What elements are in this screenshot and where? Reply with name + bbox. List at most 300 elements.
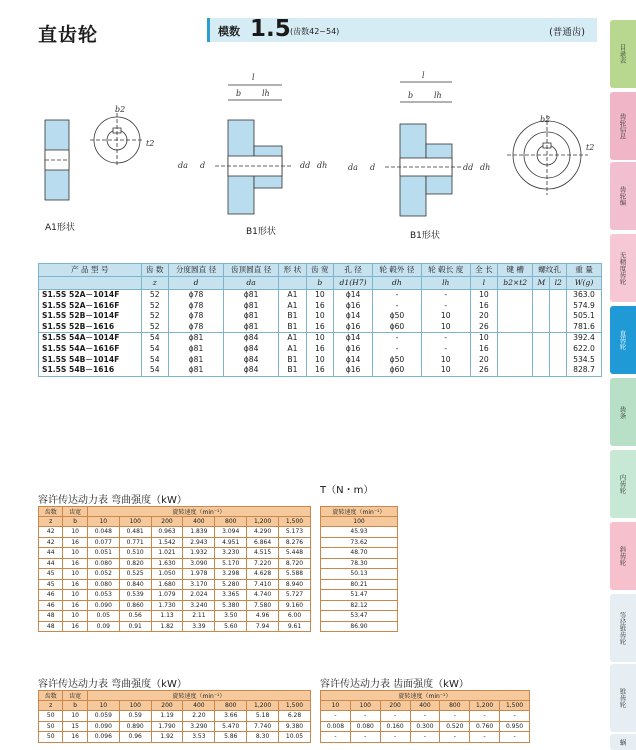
- spec-row: [39, 344, 602, 355]
- pt-cell: 1.680: [151, 579, 183, 590]
- pt-cell: 0.771: [119, 537, 151, 548]
- spec-cell: 52: [141, 311, 168, 322]
- spec-cell: [550, 355, 567, 366]
- spec-cell: 10: [306, 311, 333, 322]
- teeth-header: 齿数: [39, 691, 63, 701]
- pt-cell: 0.090: [87, 600, 119, 611]
- pt-cell: -: [380, 711, 410, 722]
- spec-cell: 392.4: [566, 333, 601, 344]
- pt-cell: 16: [63, 579, 87, 590]
- pt-cell: 0.300: [410, 721, 440, 732]
- power-table-1-caption: 容许传达动力表 弯曲强度（kW）: [38, 495, 187, 506]
- pt-cell: 45: [39, 569, 63, 580]
- pt-cell: 1.730: [151, 600, 183, 611]
- speed-value: 400: [410, 701, 440, 711]
- pt-cell: 4.740: [247, 590, 279, 601]
- spec-header-cell: 产 品 型 号: [39, 264, 142, 277]
- pt-speed-row: [321, 701, 530, 711]
- spec-cell: 26: [470, 365, 497, 376]
- pt-cell: -: [410, 732, 440, 743]
- tt-row: [321, 537, 398, 548]
- spec-cell: [533, 355, 550, 366]
- spec-cell: 54: [141, 344, 168, 355]
- pt-cell: 1.92: [151, 732, 183, 743]
- spec-cell: ϕ50: [373, 311, 422, 322]
- svg-text:dd: dd: [300, 161, 311, 170]
- power-table-3: [320, 690, 530, 743]
- spec-cell: 20: [470, 355, 497, 366]
- width-header: 齿宽: [63, 507, 87, 517]
- svg-text:da: da: [348, 163, 358, 172]
- spec-cell: -: [373, 290, 422, 301]
- spec-cell: 505.1: [566, 311, 601, 322]
- speed-value: 100: [119, 517, 151, 527]
- pt-cell: 9.61: [279, 621, 311, 632]
- pt-cell: 46: [39, 600, 63, 611]
- pt-cell: 1.542: [151, 537, 183, 548]
- pt-cell: -: [470, 732, 500, 743]
- pt-row: [39, 527, 311, 538]
- tt-header-row: [321, 507, 398, 517]
- pt-row: [39, 537, 311, 548]
- svg-text:t2: t2: [586, 143, 595, 152]
- spec-cell: [533, 301, 550, 312]
- power-table-2-caption: 容许传达动力表 弯曲强度（kW）: [38, 679, 187, 690]
- spec-cell: ϕ78: [168, 311, 223, 322]
- speed-value: 400: [183, 517, 215, 527]
- pt-row: [321, 711, 530, 722]
- pt-cell: 16: [63, 621, 87, 632]
- side-tab[interactable]: 直齿轮: [610, 306, 636, 374]
- spec-cell: 10: [306, 355, 333, 366]
- side-tab[interactable]: 齿轮编: [610, 162, 636, 230]
- spec-cell: [550, 344, 567, 355]
- svg-text:lh: lh: [434, 91, 442, 100]
- pt-cell: 6.28: [279, 711, 311, 722]
- svg-text:d: d: [370, 163, 376, 172]
- side-tab[interactable]: 齿条: [610, 378, 636, 446]
- pt-cell: 4.290: [247, 527, 279, 538]
- pt-cell: 1.19: [151, 711, 183, 722]
- pt-cell: 3.298: [215, 569, 247, 580]
- spec-cell: ϕ78: [168, 322, 223, 333]
- spec-cell: [533, 322, 550, 333]
- spec-header-cell: 全 长: [470, 264, 497, 277]
- tt-row: [321, 621, 398, 632]
- spec-cell: ϕ16: [334, 365, 373, 376]
- a1-front-view: [90, 113, 144, 167]
- spec-cell: B1: [279, 365, 306, 376]
- spec-header-cell: 分度圆直 径: [168, 264, 223, 277]
- svg-text:da: da: [178, 161, 188, 170]
- side-tab[interactable]: 无精度齿轮: [610, 234, 636, 302]
- spec-cell: ϕ14: [334, 290, 373, 301]
- spec-header-cell: 重 量: [566, 264, 601, 277]
- spec-cell: 10: [306, 333, 333, 344]
- speed-value: 10: [87, 517, 119, 527]
- side-tab[interactable]: 等径锥齿轮: [610, 594, 636, 662]
- spec-symbol-cell: l: [470, 277, 497, 290]
- gear-drawings: [0, 0, 610, 255]
- pt-cell: -: [410, 711, 440, 722]
- spec-cell: [498, 290, 533, 301]
- pt-cell: 0.096: [87, 732, 119, 743]
- tt-cell: 45.93: [321, 527, 398, 538]
- side-tab[interactable]: 蜗: [610, 734, 636, 750]
- spec-cell: ϕ50: [373, 355, 422, 366]
- pt-cell: 3.090: [183, 558, 215, 569]
- pt-cell: 8.30: [247, 732, 279, 743]
- side-tab[interactable]: 斜齿轮: [610, 522, 636, 590]
- pt-cell: 6.00: [279, 611, 311, 622]
- speed-header: 旋转速度（min⁻¹）: [87, 691, 310, 701]
- spec-cell: ϕ84: [224, 355, 279, 366]
- spec-row: [39, 301, 602, 312]
- spec-cell: ϕ81: [168, 355, 223, 366]
- spec-cell: ϕ14: [334, 333, 373, 344]
- pt-header-row: [39, 691, 311, 701]
- spec-symbol-cell: b2×t2: [498, 277, 533, 290]
- pt-cell: 5.18: [247, 711, 279, 722]
- speed-value: 200: [380, 701, 410, 711]
- spec-cell: ϕ16: [334, 322, 373, 333]
- pt-speed-row: [39, 517, 311, 527]
- spec-header-cell: 齿 数: [141, 264, 168, 277]
- spec-cell: 52: [141, 301, 168, 312]
- spec-cell: 16: [470, 344, 497, 355]
- spec-cell: 534.5: [566, 355, 601, 366]
- pt-cell: 3.290: [183, 721, 215, 732]
- pt-cell: 46: [39, 590, 63, 601]
- pt-cell: 0.525: [119, 569, 151, 580]
- pt-cell: 0.090: [87, 721, 119, 732]
- spec-cell: [550, 365, 567, 376]
- module-label: 模数: [218, 25, 240, 38]
- spec-cell: 828.7: [566, 365, 601, 376]
- pt-cell: 0.820: [119, 558, 151, 569]
- spec-symbol-cell: W(g): [566, 277, 601, 290]
- pt-row: [39, 558, 311, 569]
- pt-cell: 0.860: [119, 600, 151, 611]
- teeth-range: (齿数42~54): [290, 27, 340, 36]
- tt-cell: 86.90: [321, 621, 398, 632]
- pt-header-row: [39, 507, 311, 517]
- pt-cell: 9.380: [279, 721, 311, 732]
- pt-speed-row: [39, 701, 311, 711]
- spec-cell: 781.6: [566, 322, 601, 333]
- pt-cell: 5.380: [215, 600, 247, 611]
- pt-header-row: [321, 691, 530, 701]
- pt-row: [39, 590, 311, 601]
- width-symbol: b: [63, 517, 87, 527]
- spec-cell: S1.5S 52A－1014F: [39, 290, 142, 301]
- pt-cell: 3.66: [215, 711, 247, 722]
- side-tab[interactable]: 齿轮信息: [610, 92, 636, 160]
- pt-cell: 48: [39, 611, 63, 622]
- side-tab[interactable]: 锥齿轮: [610, 664, 636, 732]
- pt-cell: 1.079: [151, 590, 183, 601]
- spec-cell: 363.0: [566, 290, 601, 301]
- pt-cell: 0.510: [119, 548, 151, 559]
- spec-header-cell: 齿 宽: [306, 264, 333, 277]
- pt-cell: 7.220: [247, 558, 279, 569]
- speed-value: 200: [151, 701, 183, 711]
- pt-row: [321, 732, 530, 743]
- spec-cell: 10: [306, 290, 333, 301]
- spec-cell: 54: [141, 333, 168, 344]
- spec-cell: ϕ16: [334, 344, 373, 355]
- pt-cell: 1.13: [151, 611, 183, 622]
- spec-cell: -: [421, 344, 470, 355]
- b1-caption-1: B1形状: [246, 227, 276, 237]
- spec-cell: [498, 322, 533, 333]
- speed-value: 1,500: [279, 701, 311, 711]
- pt-cell: 1.978: [183, 569, 215, 580]
- spec-cell: ϕ16: [334, 301, 373, 312]
- pt-cell: 0.160: [380, 721, 410, 732]
- spec-cell: [550, 333, 567, 344]
- pt-cell: 3.230: [215, 548, 247, 559]
- spec-cell: -: [373, 333, 422, 344]
- standard-label: (普通齿): [549, 27, 585, 38]
- spec-symbol-cell: M: [533, 277, 550, 290]
- svg-text:dd: dd: [463, 163, 474, 172]
- pt-row: [39, 721, 311, 732]
- spec-symbol-cell: b: [306, 277, 333, 290]
- pt-cell: 2.11: [183, 611, 215, 622]
- spec-row: [39, 322, 602, 333]
- pt-cell: 42: [39, 527, 63, 538]
- spec-symbol-cell: l2: [550, 277, 567, 290]
- spec-cell: A1: [279, 290, 306, 301]
- b1-side-view-2: [385, 82, 462, 216]
- spec-cell: ϕ81: [168, 365, 223, 376]
- pt-row: [39, 732, 311, 743]
- spec-row: [39, 333, 602, 344]
- pt-cell: 48: [39, 621, 63, 632]
- pt-cell: 4.515: [247, 548, 279, 559]
- spec-cell: [550, 311, 567, 322]
- pt-cell: -: [321, 711, 351, 722]
- spec-cell: ϕ81: [224, 301, 279, 312]
- tt-cell: 48.70: [321, 548, 398, 559]
- spec-cell: S1.5S 54A－1014F: [39, 333, 142, 344]
- width-symbol: b: [63, 701, 87, 711]
- spec-cell: ϕ81: [224, 322, 279, 333]
- pt-cell: -: [321, 732, 351, 743]
- speed-value: 100: [119, 701, 151, 711]
- spec-cell: S1.5S 54B－1616: [39, 365, 142, 376]
- spec-cell: [498, 333, 533, 344]
- pt-cell: 1.839: [183, 527, 215, 538]
- pt-cell: 1.021: [151, 548, 183, 559]
- spec-symbol-cell: da: [224, 277, 279, 290]
- power-table-3-caption: 容许传达动力表 齿面强度（kW）: [320, 679, 469, 690]
- spec-header-cell: 轮 毂外 径: [373, 264, 422, 277]
- spec-cell: S1.5S 54A－1616F: [39, 344, 142, 355]
- pt-cell: 45: [39, 579, 63, 590]
- spec-symbol-cell: z: [141, 277, 168, 290]
- spec-row: [39, 355, 602, 366]
- pt-cell: 0.520: [440, 721, 470, 732]
- svg-text:l: l: [422, 71, 425, 80]
- spec-cell: ϕ78: [168, 290, 223, 301]
- pt-cell: 1.630: [151, 558, 183, 569]
- speed-value: 10: [87, 701, 119, 711]
- spec-cell: -: [373, 301, 422, 312]
- pt-cell: 6.864: [247, 537, 279, 548]
- pt-cell: 0.760: [470, 721, 500, 732]
- spec-cell: [498, 344, 533, 355]
- tt-speed-row: [321, 517, 398, 527]
- spec-header-cell: 轮 毂长 度: [421, 264, 470, 277]
- svg-text:b2: b2: [115, 105, 126, 114]
- pt-cell: 0.080: [350, 721, 380, 732]
- pt-row: [39, 600, 311, 611]
- teeth-symbol: z: [39, 701, 63, 711]
- spec-symbol-cell: dh: [373, 277, 422, 290]
- spec-cell: 54: [141, 355, 168, 366]
- pt-cell: 50: [39, 732, 63, 743]
- speed-value: 1,500: [500, 701, 530, 711]
- tt-cell: 51.47: [321, 590, 398, 601]
- pt-cell: 3.365: [215, 590, 247, 601]
- spec-cell: A1: [279, 344, 306, 355]
- spec-cell: 10: [421, 311, 470, 322]
- side-tab[interactable]: 内齿轮: [610, 450, 636, 518]
- pt-cell: 10: [63, 527, 87, 538]
- spec-header-cell: 孔 径: [334, 264, 373, 277]
- spec-cell: 16: [306, 301, 333, 312]
- pt-cell: 0.048: [87, 527, 119, 538]
- speed-value: 100: [321, 517, 398, 527]
- spec-cell: [498, 365, 533, 376]
- spec-cell: ϕ60: [373, 322, 422, 333]
- pt-cell: 16: [63, 537, 87, 548]
- svg-text:dh: dh: [317, 161, 328, 170]
- a1-side-view: [45, 120, 69, 200]
- spec-cell: [533, 311, 550, 322]
- pt-cell: 1.82: [151, 621, 183, 632]
- spec-cell: -: [421, 301, 470, 312]
- pt-cell: 15: [63, 721, 87, 732]
- spec-cell: 54: [141, 365, 168, 376]
- b1-caption-2: B1形状: [410, 231, 440, 241]
- pt-cell: 0.963: [151, 527, 183, 538]
- pt-cell: 50: [39, 721, 63, 732]
- speed-value: 1,200: [247, 517, 279, 527]
- svg-text:b2: b2: [540, 115, 551, 124]
- pt-cell: -: [380, 732, 410, 743]
- spec-cell: [533, 290, 550, 301]
- pt-cell: 0.481: [119, 527, 151, 538]
- pt-cell: 8.276: [279, 537, 311, 548]
- speed-value: 10: [321, 701, 351, 711]
- pt-cell: 3.170: [183, 579, 215, 590]
- tt-row: [321, 569, 398, 580]
- spec-cell: B1: [279, 355, 306, 366]
- spec-cell: [498, 301, 533, 312]
- pt-cell: 3.240: [183, 600, 215, 611]
- power-table-2: [38, 690, 311, 743]
- speed-value: 1,200: [470, 701, 500, 711]
- pt-cell: 8.720: [279, 558, 311, 569]
- pt-cell: 1.932: [183, 548, 215, 559]
- pt-cell: 44: [39, 558, 63, 569]
- pt-cell: -: [350, 711, 380, 722]
- pt-cell: 0.890: [119, 721, 151, 732]
- spec-row: [39, 290, 602, 301]
- torque-unit: T（N・m）: [320, 485, 374, 496]
- spec-cell: S1.5S 52A－1616F: [39, 301, 142, 312]
- spec-cell: 10: [470, 333, 497, 344]
- pt-cell: 0.008: [321, 721, 351, 732]
- pt-cell: 7.740: [247, 721, 279, 732]
- pt-cell: 0.052: [87, 569, 119, 580]
- spec-cell: 10: [470, 290, 497, 301]
- pt-row: [39, 711, 311, 722]
- pt-cell: -: [500, 732, 530, 743]
- pt-cell: 0.077: [87, 537, 119, 548]
- pt-cell: 1.050: [151, 569, 183, 580]
- pt-cell: 0.05: [87, 611, 119, 622]
- tt-cell: 78.30: [321, 558, 398, 569]
- speed-value: 100: [350, 701, 380, 711]
- pt-cell: 0.051: [87, 548, 119, 559]
- pt-cell: 5.170: [215, 558, 247, 569]
- b1-front-view: [507, 115, 588, 195]
- pt-cell: 10: [63, 590, 87, 601]
- pt-cell: -: [500, 711, 530, 722]
- spec-header-cell: 螺纹孔: [533, 264, 567, 277]
- spec-cell: ϕ81: [168, 344, 223, 355]
- tt-cell: 73.62: [321, 537, 398, 548]
- speed-value: 800: [215, 517, 247, 527]
- spec-cell: 16: [306, 365, 333, 376]
- spec-cell: ϕ81: [224, 290, 279, 301]
- pt-cell: 5.60: [215, 621, 247, 632]
- spec-cell: B1: [279, 322, 306, 333]
- pt-cell: 7.410: [247, 579, 279, 590]
- spec-cell: S1.5S 52B－1014F: [39, 311, 142, 322]
- pt-cell: 2.024: [183, 590, 215, 601]
- pt-cell: -: [440, 732, 470, 743]
- spec-cell: 16: [470, 301, 497, 312]
- tt-cell: 80.21: [321, 579, 398, 590]
- pt-cell: 5.86: [215, 732, 247, 743]
- speed-value: 400: [183, 701, 215, 711]
- pt-row: [39, 569, 311, 580]
- spec-symbol-cell: d: [168, 277, 223, 290]
- pt-cell: 0.539: [119, 590, 151, 601]
- pt-cell: 8.940: [279, 579, 311, 590]
- side-tab[interactable]: 目录表: [610, 20, 636, 88]
- spec-cell: -: [421, 333, 470, 344]
- pt-cell: 0.56: [119, 611, 151, 622]
- pt-cell: 5.448: [279, 548, 311, 559]
- tt-cell: 53.47: [321, 611, 398, 622]
- spec-cell: ϕ84: [224, 344, 279, 355]
- pt-cell: -: [440, 711, 470, 722]
- spec-cell: A1: [279, 333, 306, 344]
- spec-row: [39, 365, 602, 376]
- speed-header: 旋转速度（min⁻¹）: [87, 507, 310, 517]
- pt-cell: 16: [63, 558, 87, 569]
- pt-cell: 4.628: [247, 569, 279, 580]
- spec-cell: 16: [306, 344, 333, 355]
- tt-row: [321, 558, 398, 569]
- a1-caption: A1形状: [45, 223, 75, 233]
